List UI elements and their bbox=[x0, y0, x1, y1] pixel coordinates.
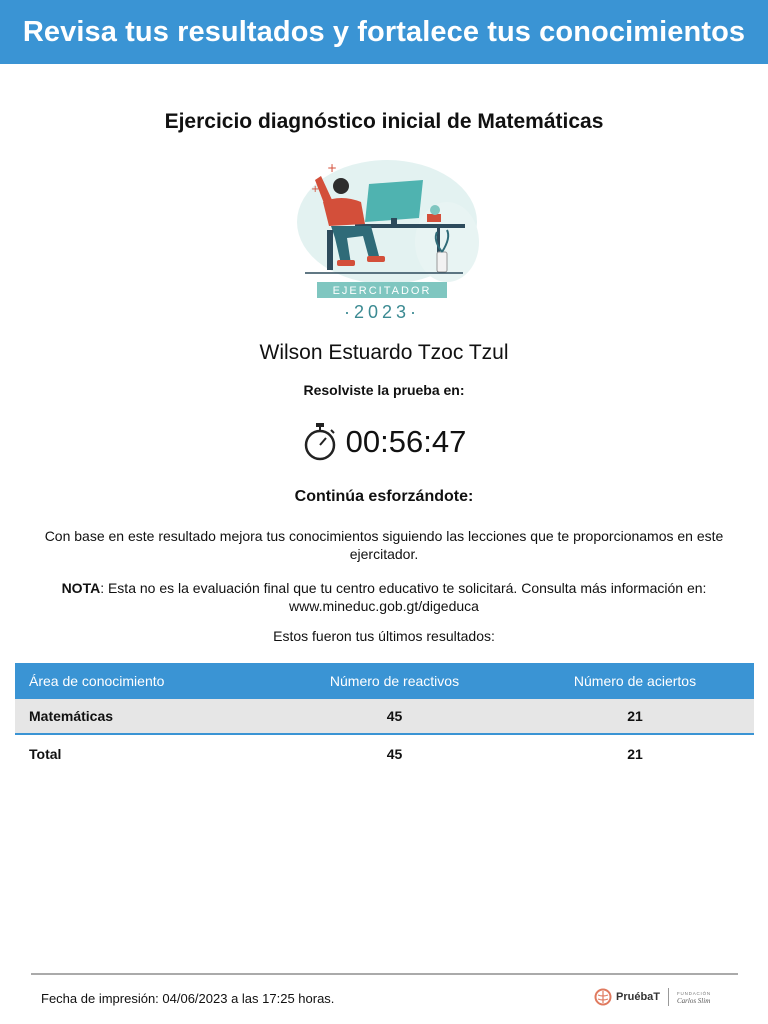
table-row bbox=[15, 699, 754, 735]
illustration-label: EJERCITADOR bbox=[332, 285, 432, 297]
note-label: NOTA bbox=[61, 580, 101, 596]
header-area: Área de conocimiento bbox=[29, 673, 165, 689]
banner-title: Revisa tus resultados y fortalece tus conocimientos bbox=[22, 15, 746, 48]
keep-going-heading: Continúa esforzándote: bbox=[294, 488, 474, 505]
partner-logo bbox=[677, 988, 721, 1006]
footer-divider bbox=[31, 973, 738, 975]
svg-text:+: + bbox=[311, 184, 320, 195]
cell-area: Matemáticas bbox=[29, 708, 114, 724]
student-name: Wilson Estuardo Tzoc Tzul bbox=[259, 341, 509, 364]
exercise-title: Ejercicio diagnóstico inicial de Matemáticas bbox=[164, 110, 604, 133]
header-correct: Número de aciertos bbox=[573, 673, 697, 689]
brain-icon bbox=[594, 988, 612, 1006]
table-header bbox=[15, 663, 754, 699]
advice-text: Con base en este resultado mejora tus conocimientos siguiendo las lecciones que te proporcionamos en este ejercitador. bbox=[44, 528, 724, 562]
cell-correct: 21 bbox=[627, 746, 643, 762]
cell-correct: 21 bbox=[627, 708, 643, 724]
last-results-label: Estos fueron tus últimos resultados: bbox=[273, 628, 495, 644]
solved-label: Resolviste la prueba en: bbox=[303, 382, 465, 398]
timer bbox=[0, 422, 768, 462]
svg-text:+: + bbox=[327, 161, 338, 175]
cell-area: Total bbox=[29, 746, 62, 762]
note-body: : Esta no es la evaluación final que tu centro educativo te solicitará. Consulta más información en: www.mineduc.gob.gt/digeduca bbox=[100, 580, 707, 614]
stopwatch-icon bbox=[302, 422, 338, 462]
footer-logo bbox=[594, 988, 721, 1006]
elapsed-time: 00:56:47 bbox=[345, 424, 467, 459]
brand-name: PruébaT bbox=[616, 991, 661, 1003]
logo-separator bbox=[668, 988, 669, 1006]
cell-items: 45 bbox=[386, 708, 403, 724]
header-items: Número de reactivos bbox=[329, 673, 460, 689]
header-banner bbox=[0, 0, 768, 64]
svg-text:Carlos Slim: Carlos Slim bbox=[677, 997, 711, 1005]
illustration-year: ·2023· bbox=[343, 302, 421, 322]
ejercitador-illustration bbox=[287, 152, 481, 324]
cell-items: 45 bbox=[386, 746, 403, 762]
print-date: Fecha de impresión: 04/06/2023 a las 17:25 horas. bbox=[41, 991, 335, 1006]
svg-text:FUNDACIÓN: FUNDACIÓN bbox=[677, 991, 711, 996]
results-table bbox=[15, 663, 754, 773]
table-row-total bbox=[15, 735, 754, 773]
note-text bbox=[20, 579, 748, 615]
